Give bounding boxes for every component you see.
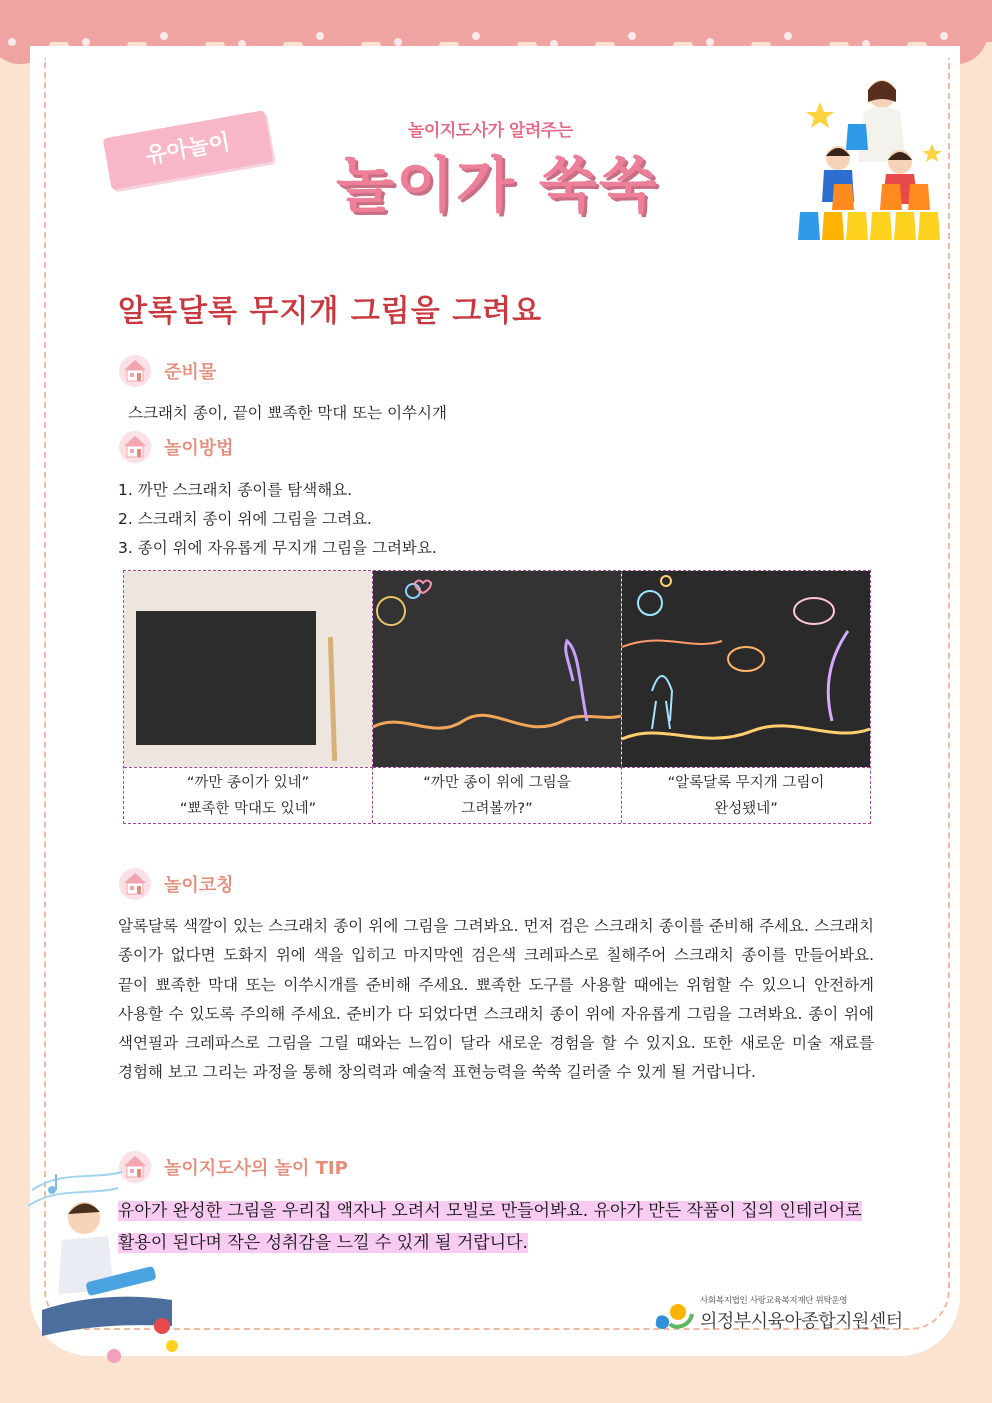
caption-line: “까만 종이 위에 그림을	[423, 775, 571, 791]
caption-line: 완성됐네”	[714, 801, 778, 817]
org-small-text: 사회복지법인 사랑교육복지재단 위탁운영	[700, 1296, 848, 1306]
caption-line: “까만 종이가 있네”	[186, 775, 310, 791]
section-coaching	[118, 867, 234, 901]
house-icon	[118, 430, 152, 464]
house-icon	[118, 354, 152, 388]
tip-paragraph	[118, 1195, 878, 1259]
org-name: 의정부시육아종합지원센터	[700, 1311, 903, 1332]
materials-text: 스크래치 종이, 끝이 뾰족한 막대 또는 이쑤시개	[128, 404, 447, 422]
caption-line: 그려볼까?”	[461, 801, 533, 817]
method-step: 3. 종이 위에 자유롭게 무지개 그림을 그려봐요.	[118, 539, 437, 557]
photo-black-paper	[124, 571, 373, 767]
tip-text: 유아가 완성한 그림을 우리집 액자나 오려서 모빌로 만들어봐요. 유아가 만든 작품이 집의 인테리어로 활용이 된다며 작은 성취감을 느낄 수 있게 될 거랍니다.	[118, 1201, 862, 1253]
photo-caption	[373, 767, 622, 823]
man-playing-music-illustration	[22, 1150, 197, 1380]
kids-playing-illustration	[790, 72, 950, 247]
caption-line: “알록달록 무지개 그림이	[667, 775, 825, 791]
section-method	[118, 430, 234, 464]
section-label: 놀이지도사의 놀이 TIP	[164, 1158, 348, 1179]
photo-caption	[124, 767, 373, 823]
center-logo-icon	[652, 1296, 696, 1332]
photo-caption	[622, 767, 870, 823]
method-step: 1. 까만 스크래치 종이를 탐색해요.	[118, 481, 353, 499]
category-tag-label: 유아놀이	[143, 129, 232, 170]
section-label: 준비물	[164, 362, 217, 383]
header-subtitle: 놀이지도사가 알려주는	[408, 121, 573, 141]
photo-drawing-complete	[622, 571, 870, 767]
method-step: 2. 스크래치 종이 위에 그림을 그려요.	[118, 510, 372, 528]
caption-line: “뾰족한 막대도 있네”	[179, 801, 317, 817]
music-note-icon	[48, 1174, 57, 1194]
activity-title: 알록달록 무지개 그림을 그려요	[118, 294, 543, 329]
center-logo	[652, 1294, 903, 1333]
house-icon	[118, 867, 152, 901]
star-icon	[806, 102, 834, 128]
header-title: 놀이가 쑥쑥	[336, 151, 659, 221]
section-label: 놀이코칭	[164, 875, 234, 896]
section-label: 놀이방법	[164, 438, 234, 459]
photo-table	[123, 570, 871, 824]
section-materials	[118, 354, 216, 388]
photo-drawing-start	[373, 571, 622, 767]
coaching-paragraph: 알록달록 색깔이 있는 스크래치 종이 위에 그림을 그려봐요. 먼저 검은 스크래치 종이를 준비해 주세요. 스크래치 종이가 없다면 도화지 위에 색을 입히고 마지막엔 검은색 크레파스로 칠해주어 스크래치 종이를 만들어봐요. 끝이 뾰족한 막대 또는 이쑤시개를 준비해 주세요. 뾰족한 도구를 사용할 때에는 위험할 수 있으니 안전하게 사용할 수 있도록 주의해 주세요. 준비가 다 되었다면 스크래치 종이 위에 자유롭게 그림을 그려봐요. 종이 위에 색연필과 크레파스로 그림을 그릴 때와는 느낌이 달라 새로운 경험을 할 수 있지요. 또한 새로운 미술 재료를 경험해 보고 그리는 과정을 통해 창의력과 예술적 표현능력을 쑥쑥 길러줄 수 있게 될 거랍니다.	[118, 917, 874, 1082]
